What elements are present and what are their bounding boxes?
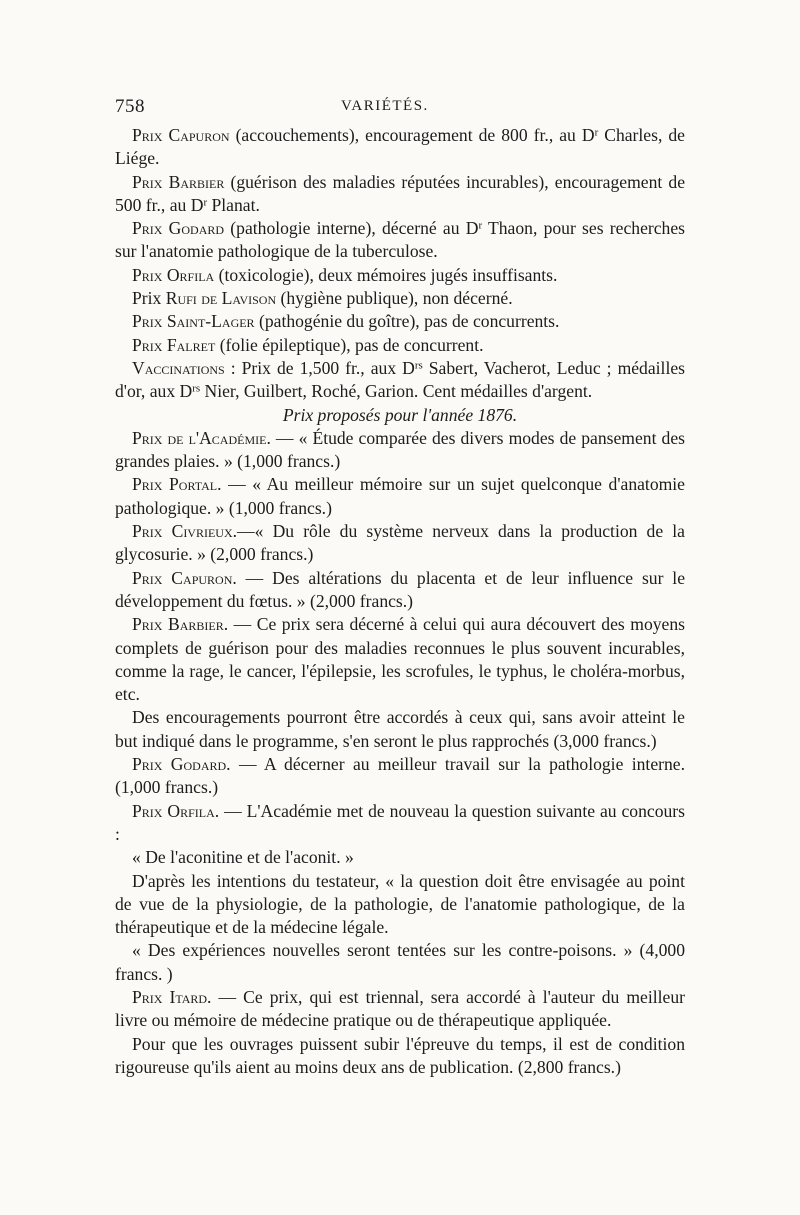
prize-label: Prix Godard. [132, 754, 231, 775]
paragraph-prix-academie: Prix de l'Académie. — « Étude comparée des divers modes de pansement des grandes plaies. » (1,000 francs.) [115, 427, 686, 472]
paragraph-prix-capuron: Prix Capuron. — Des altérations du placenta et de leur influence sur le développement du fœtus. » (2,000 francs.) [115, 567, 686, 611]
prize-label: Prix Orfila [132, 264, 215, 285]
paragraph-prix-civrieux: Prix Civrieux.—« Du rôle du système nerveux dans la production de la glycosurie. » (2,000 francs.) [115, 521, 685, 565]
paragraph-aconitine-quote: « De l'aconitine et de l'aconit. » [132, 847, 354, 868]
paragraph-contre-poisons: « Des expériences nouvelles seront tentées sur les contre-poisons. » (4,000 francs. ) [115, 940, 685, 984]
paragraph-prix-itard: Prix Itard. — Ce prix, qui est triennal, sera accordé à l'auteur du meilleur livre ou mémoire de médecine pratique ou de thérapeutique appliquée. [115, 986, 685, 1031]
prize-label: Prix Falret [132, 334, 216, 355]
paragraph-testator-intentions: D'après les intentions du testateur, « la question doit être envisagée au point de vue de la physiologie, de la pathologie, de l'anatomie pathologique, de la thérapeutique et de la médecine légale. [115, 870, 685, 938]
paragraph-prix-orfila: Prix Orfila. — L'Académie met de nouveau la question suivante au concours : [115, 800, 686, 844]
paragraph-prix-barbier-award: Prix Barbier (guérison des maladies réputées incurables), encouragement de 500 fr., au $D^r$ Planat. [115, 171, 685, 215]
paragraph-prix-barbier: Prix Barbier. — Ce prix sera décerné à celui qui aura découvert des moyens complets de guérison pour des maladies reconnues le plus souvent incurables, comme la rage, le cancer, l'épilepsie, les scrofules, le typhus, le choléra-morbus, etc. [115, 614, 685, 705]
paragraph-prix-portal: Prix Portal. — « Au meilleur mémoire sur un sujet quelconque d'anatomie pathologique. » (1,000 francs.) [115, 474, 685, 518]
page [115, 96, 685, 1079]
prize-label: Prix Barbier [132, 171, 225, 192]
paragraph-prix-rufi-award: Prix Rufi de Lavison (hygiène publique), non décerné. [132, 288, 513, 309]
paragraph-prix-orfila-award: Prix Orfila (toxicologie), deux mémoires jugés insuffisants. [132, 264, 558, 285]
prize-label: Prix Capuron [132, 125, 230, 145]
section-heading: Prix proposés pour l'année 1876. [282, 404, 518, 425]
paragraph-vaccinations-award: Vaccinations : Prix de 1,500 fr., aux $D^{rs}$ Sabert, Vacherot, Leduc ; médailles d'or, aux $D^{rs}$ Nier, Guilbert, Roché, Garion. Cent médailles d'argent. [115, 357, 685, 402]
paragraph-prix-saint-lager-award: Prix Saint-Lager (pathogénie du goître), pas de concurrents. [132, 311, 560, 332]
prize-label: Prix Godard [132, 218, 225, 239]
prize-label: Prix Saint-Lager [132, 311, 255, 332]
paragraph-prix-falret-award: Prix Falret (folie épileptique), pas de concurrent. [132, 334, 484, 355]
prize-label: Prix de l'Académie. [132, 427, 271, 448]
prize-label: Prix Barbier. [132, 614, 229, 635]
paragraph-encouragements: Des encouragements pourront être accordés à ceux qui, sans avoir atteint le but indiqué dans le programme, s'en seront le plus rapprochés (3,000 francs.) [115, 707, 685, 751]
prize-label: Prix Capuron. [132, 567, 237, 588]
prize-label: Prix Civrieux. [132, 521, 238, 542]
page-header [115, 96, 685, 124]
prize-label: Prix Orfila. [132, 800, 220, 821]
paragraph-prix-godard-award: Prix Godard (pathologie interne), décerné au $D^r$ Thaon, pour ses recherches sur l'anatomie pathologique de la tuberculose. [115, 218, 685, 262]
prize-label: Prix Portal. [132, 474, 222, 495]
paragraph-publication-condition: Pour que les ouvrages puissent subir l'épreuve du temps, il est de condition rigoureuse qu'ils aient au moins deux ans de publication. (2,800 francs.) [115, 1033, 685, 1077]
paragraph-prix-capuron-award: Prix Capuron (accouchements), encouragement de 800 fr., au $D^r$ Charles, de Liége. [115, 125, 685, 169]
prize-label: Rufi de Lavison [165, 288, 277, 309]
body-text [115, 124, 685, 1079]
prize-label: Prix Itard. [132, 986, 212, 1007]
page-number: 758 [115, 96, 145, 117]
paragraph-prix-godard: Prix Godard. — A décerner au meilleur travail sur la pathologie interne. (1,000 francs.) [115, 754, 685, 798]
prize-label: Vaccinations [132, 357, 225, 378]
running-head: VARIÉTÉS. [341, 98, 429, 114]
